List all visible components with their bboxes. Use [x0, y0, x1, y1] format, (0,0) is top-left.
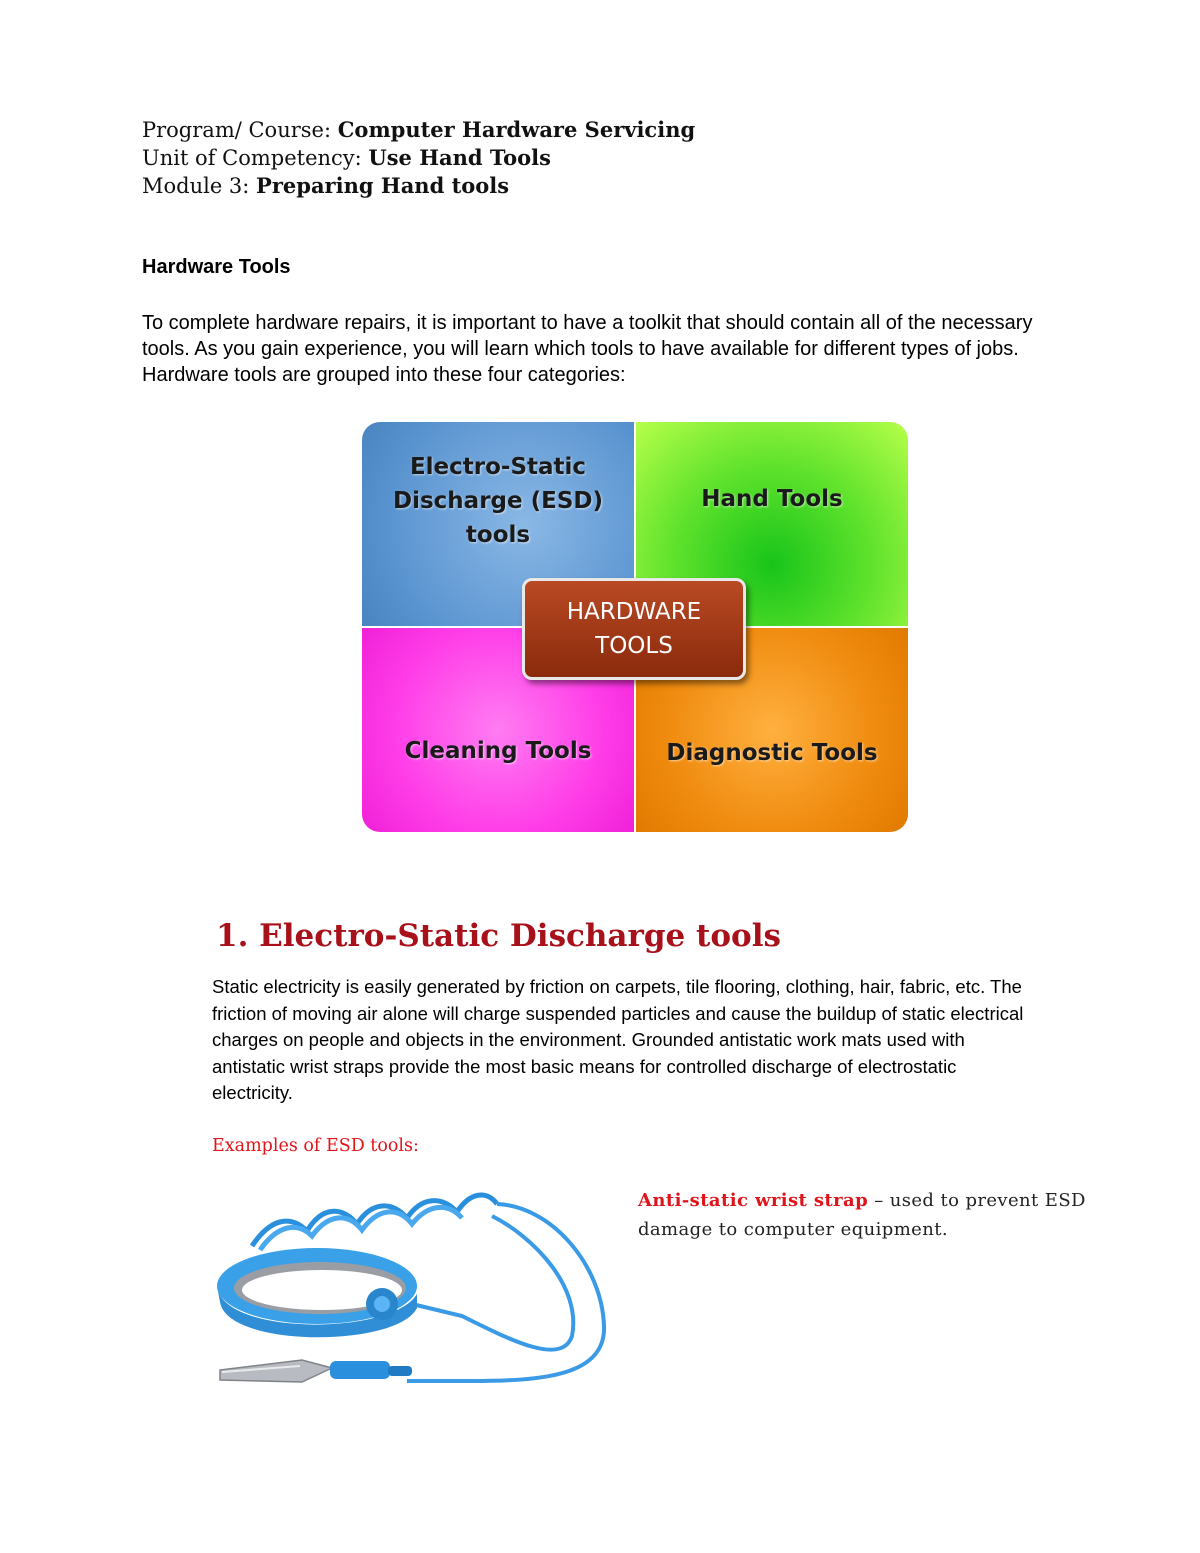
- esd-section-paragraph: Static electricity is easily generated by friction on carpets, tile flooring, clothing, hair, fabric, etc. The friction of moving air alone will charge suspended particles and cause the buildup of static electrical charges on people and objects in the environment. Grounded antistatic work mats used with antistatic wrist straps provide the most basic means for controlled discharge of electrostatic electricity.: [212, 976, 1024, 1103]
- hardware-tools-center: [522, 578, 746, 680]
- module-value: Preparing Hand tools: [256, 173, 510, 198]
- hardware-tools-title: Hardware Tools: [142, 256, 291, 278]
- hardware-tools-diagram: [362, 422, 908, 832]
- straight-cord: [407, 1204, 604, 1381]
- esd-section-heading: 1. Electro-Static Discharge tools: [216, 918, 781, 954]
- esd-line-2: Discharge (ESD): [393, 488, 603, 514]
- wrist-strap-text: – used to prevent ESD damage to computer equipment.: [638, 1190, 1086, 1240]
- wrist-strap-term: Anti-static wrist strap: [638, 1190, 869, 1211]
- module-line: Module 3: Preparing Hand tools: [142, 173, 510, 198]
- program-value: Computer Hardware Servicing: [337, 117, 696, 142]
- wrist-strap-description: [638, 1186, 1108, 1244]
- document-header: [142, 116, 695, 200]
- hardware-tools-intro: To complete hardware repairs, it is important to have a toolkit that should contain all of the necessary tools. As you gain experience, you will learn which tools to have available for different types of jobs. Hardware tools are grouped into these four categories:: [142, 312, 1033, 386]
- unit-value: Use Hand Tools: [368, 145, 551, 170]
- esd-line-3: tools: [465, 522, 531, 548]
- straight-cord-2: [412, 1216, 573, 1350]
- coiled-cord: [252, 1195, 497, 1250]
- hand-tools-label: Hand Tools: [701, 486, 843, 512]
- unit-line: Unit of Competency: Use Hand Tools: [142, 145, 551, 170]
- center-line-2: TOOLS: [595, 633, 673, 659]
- esd-examples-label: Examples of ESD tools:: [212, 1136, 419, 1156]
- diagnostic-tools-label: Diagnostic Tools: [666, 740, 878, 766]
- alligator-clip: [220, 1360, 412, 1382]
- wrist-strap-image: [212, 1176, 612, 1416]
- esd-line-1: Electro-Static: [409, 454, 587, 480]
- center-line-1: HARDWARE: [566, 599, 702, 625]
- cleaning-tools-label: Cleaning Tools: [404, 738, 592, 764]
- program-line: Program/ Course: Computer Hardware Servicing: [142, 117, 696, 142]
